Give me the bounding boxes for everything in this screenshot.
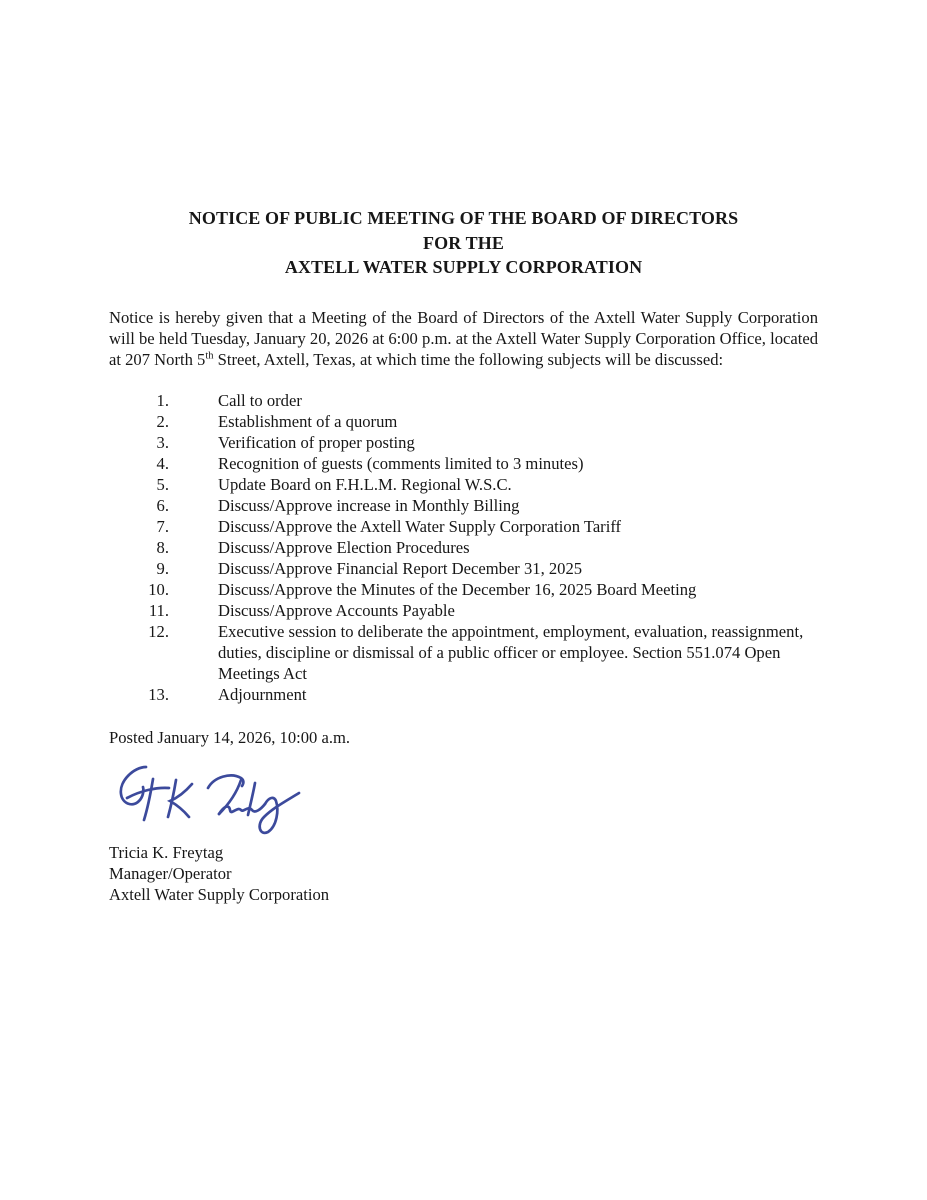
- notice-text-after-superscript: Street, Axtell, Texas, at which time the following subjects will be discussed:: [213, 349, 724, 369]
- agenda-item-text: Discuss/Approve Accounts Payable: [218, 600, 455, 620]
- agenda-item-number: 11.: [148, 600, 169, 620]
- notice-text-before-superscript: Notice is hereby given that a Meeting of the Board of Directors of the Axtell Water Supply Corporation will be held Tuesday, January 20, 2026 at 6:00 p.m. at the Axtell Water Supply Corporation Office, located at 207 North 5: [109, 307, 818, 369]
- agenda-item-number: 7.: [156, 516, 169, 536]
- notice-paragraph: [109, 307, 818, 370]
- agenda-item: [109, 432, 818, 453]
- agenda-item: [109, 411, 818, 432]
- agenda-item-text: Executive session to deliberate the appointment, employment, evaluation, reassignment, duties, discipline or dismissal of a public officer or employee. Section 551.074 Open Meetings Act: [218, 621, 804, 683]
- agenda-item-text: Discuss/Approve the Minutes of the December 16, 2025 Board Meeting: [218, 579, 697, 599]
- document-title: [109, 206, 818, 280]
- agenda-item: [109, 453, 818, 474]
- agenda-item-text: Recognition of guests (comments limited to 3 minutes): [218, 453, 584, 473]
- agenda-list: [109, 390, 818, 705]
- agenda-item: [109, 600, 818, 621]
- agenda-item-number: 12.: [148, 621, 169, 641]
- agenda-item-number: 4.: [156, 453, 169, 473]
- agenda-item: [109, 537, 818, 558]
- agenda-item-text: Update Board on F.H.L.M. Regional W.S.C.: [218, 474, 512, 494]
- agenda-item-number: 9.: [156, 558, 169, 578]
- agenda-item-number: 10.: [148, 579, 169, 599]
- agenda-item-number: 5.: [156, 474, 169, 494]
- agenda-item-text: Adjournment: [218, 684, 307, 704]
- agenda-item-text: Discuss/Approve the Axtell Water Supply Corporation Tariff: [218, 516, 622, 536]
- signoff-name: Tricia K. Freytag: [109, 842, 224, 862]
- agenda-item: [109, 390, 818, 411]
- posted-timestamp: Posted January 14, 2026, 10:00 a.m.: [109, 727, 351, 747]
- signoff-title: Manager/Operator: [109, 863, 232, 883]
- title-line-3: AXTELL WATER SUPPLY CORPORATION: [284, 257, 643, 277]
- agenda-item-number: 2.: [156, 411, 169, 431]
- agenda-item: [109, 579, 818, 600]
- agenda-item: [109, 474, 818, 495]
- agenda-item-text: Discuss/Approve Election Procedures: [218, 537, 470, 557]
- agenda-item: [109, 558, 818, 579]
- ordinal-superscript: th: [205, 349, 214, 361]
- signoff-organization: Axtell Water Supply Corporation: [109, 884, 330, 904]
- agenda-item-text: Discuss/Approve increase in Monthly Billing: [218, 495, 520, 515]
- signoff-block: [109, 842, 818, 905]
- agenda-item-text: Establishment of a quorum: [218, 411, 398, 431]
- agenda-item-number: 13.: [148, 684, 169, 704]
- agenda-item-number: 1.: [156, 390, 169, 410]
- handwritten-signature-icon: [110, 763, 320, 841]
- agenda-item: [109, 516, 818, 537]
- title-line-2: FOR THE: [423, 232, 504, 253]
- agenda-item: [109, 621, 818, 684]
- agenda-item-text: Verification of proper posting: [218, 432, 415, 452]
- agenda-item-number: 3.: [156, 432, 169, 452]
- document-body: [109, 206, 818, 905]
- agenda-item-number: 6.: [156, 495, 169, 515]
- agenda-item: [109, 684, 818, 705]
- title-line-1: NOTICE OF PUBLIC MEETING OF THE BOARD OF DIRECTORS: [188, 208, 739, 228]
- agenda-item: [109, 495, 818, 516]
- agenda-item-number: 8.: [156, 537, 169, 557]
- agenda-item-text: Discuss/Approve Financial Report December 31, 2025: [218, 558, 583, 578]
- agenda-item-text: Call to order: [218, 390, 302, 410]
